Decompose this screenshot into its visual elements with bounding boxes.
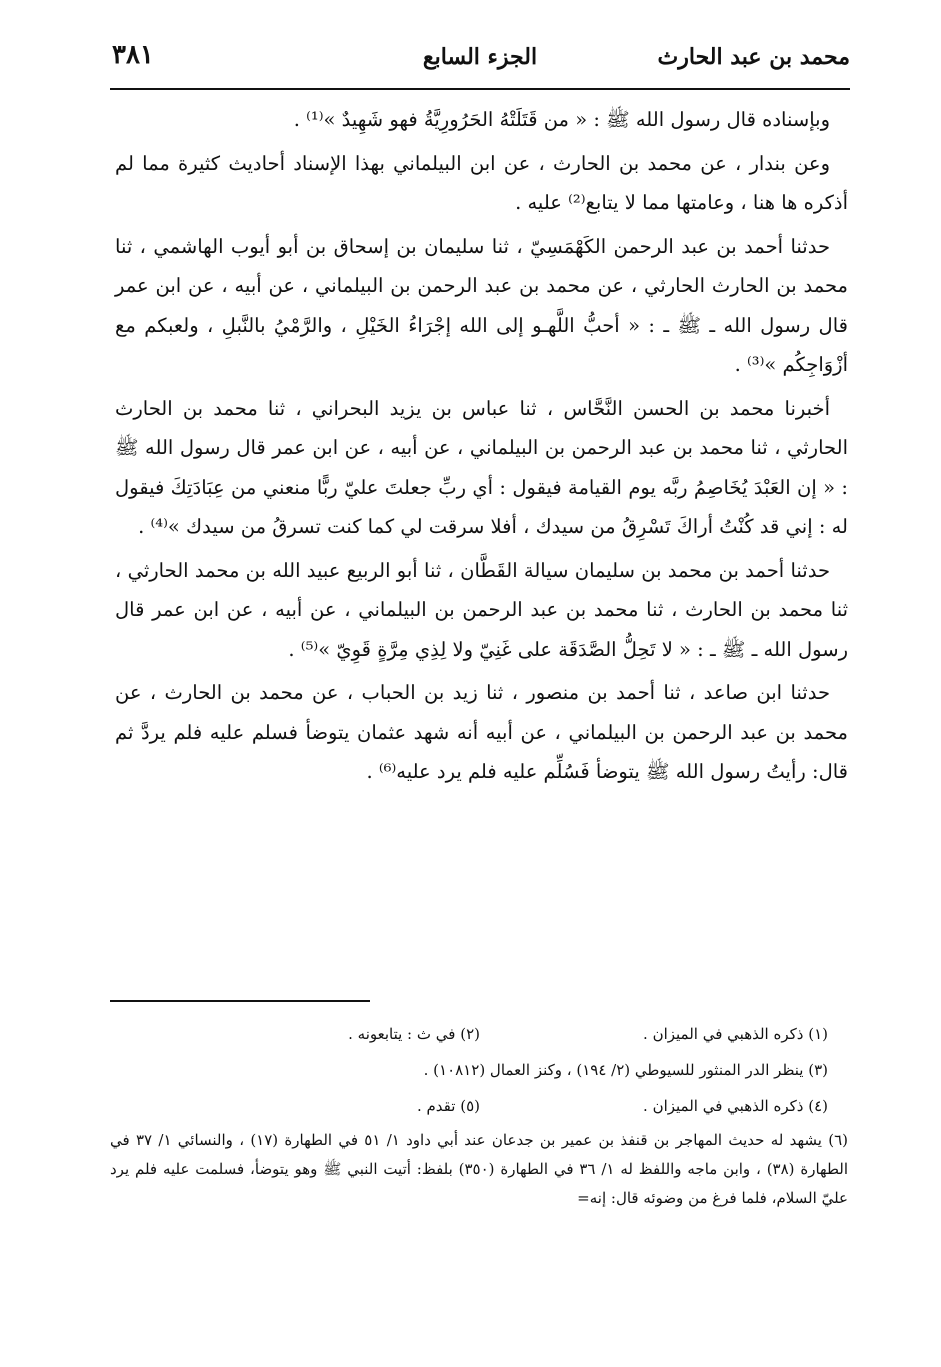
- footnote-row: [110, 1088, 848, 1124]
- footnote-3: (٣) ينظر الدر المنثور للسيوطي (٢/ ١٩٤) ، وكنز العمال (١٠٨١٢) .: [423, 1061, 828, 1079]
- footnote-6: (٦) يشهد له حديث المهاجر بن قنفذ بن عمير بن جدعان عند أبي داود ١/ ٥١ في الطهارة (١٧) ، والنسائي ١/ ٣٧ في الطهارة (٣٨) ، وابن ماجه واللفظ له ١/ ٣٦ في الطهارة (٣٥٠) بلفظ: أتيت النبي ﷺ وهو يتوضأ، فسلمت عليه فلم يرد عليّ السلام، فلما فرغ من وضوئه قال: إنه=: [110, 1131, 848, 1207]
- header-chapter-title: محمد بن عبد الحارث: [657, 44, 850, 70]
- main-text: [115, 100, 848, 792]
- footnote-row: [110, 1016, 848, 1052]
- footnote-1: (١) ذكره الذهبي في الميزان .: [643, 1025, 828, 1043]
- footnote-5: (٥) تقدم .: [416, 1097, 480, 1115]
- paragraph-6: حدثنا ابن صاعد ، ثنا أحمد بن منصور ، ثنا زيد بن الحباب ، عن محمد بن الحارث ، عن محمد بن عبد الرحمن بن البيلماني ، عن أبيه أنه شهد عثمان يتوضأ فسلم عليه فلم يردَّ ثم قال: رأيتُ رسول الله ﷺ يتوضأ فَسُلِّم عليه فلم يرد عليه⁽⁶⁾ .: [115, 681, 848, 783]
- footnote-4: (٤) ذكره الذهبي في الميزان .: [643, 1097, 828, 1115]
- paragraph-2: وعن بندار ، عن محمد بن الحارث ، عن ابن البيلماني بهذا الإسناد أحاديث كثيرة مما لم أذكره ها هنا ، وعامتها مما لا يتابع⁽²⁾ عليه .: [115, 151, 848, 214]
- footnote-2: (٢) في ث : يتابعونه .: [348, 1025, 480, 1043]
- paragraph-3: حدثنا أحمد بن عبد الرحمن الكَهْمَسِيّ ، ثنا سليمان بن إسحاق بن أبو أيوب الهاشمي ، ثنا محمد بن الحارث الحارثي ، عن محمد بن عبد الرحمن بن البيلماني ، عن أبيه ، عن ابن عمر قال رسول الله ـ ﷺ ـ : « أحبُّ اللَّهـو إلى الله إجْرَاءُ الخَيْلِ ، والرَّمْيُ بالنَّبلِ ، ولعبكم مع أزْوَاجِكُم »⁽³⁾ .: [115, 234, 848, 376]
- footnote-list: [110, 1016, 848, 1213]
- page-header: [110, 40, 850, 90]
- paragraph-1: وبإسناده قال رسول الله ﷺ : « من قَتَلَتْهُ الحَرُورِيَّةُ فهو شَهِيدٌ »⁽¹⁾ .: [293, 108, 830, 131]
- header-volume-title: الجزء السابع: [422, 44, 538, 70]
- paragraph-4: أخبرنا محمد بن الحسن النَّحَّاس ، ثنا عباس بن يزيد البحراني ، ثنا محمد بن الحارث الحارثي ، ثنا محمد بن عبد الرحمن بن البيلماني ، عن أبيه ، عن ابن عمر قال رسول الله ﷺ : « إن العَبْدَ يُخَاصِمُ ربَّه يوم القيامة فيقول : أي ربِّ جعلتَ عليّ ربًّا منعني من عِبَادَتِكَ فيقول له : إني قد كُنْتُ أراكَ تَسْرِقُ من سيدك ، أفلا سرقت لي كما كنت تسرقُ من سيدك »⁽⁴⁾ .: [115, 396, 848, 538]
- paragraph-5: حدثنا أحمد بن محمد بن سليمان سيالة القَطَّان ، ثنا أبو الربيع عبيد الله بن محمد الحارثي ، ثنا محمد بن الحارث ، ثنا محمد بن عبد الرحمن بن البيلماني ، عن أبيه ، عن ابن عمر قال رسول الله ـ ﷺ ـ : « لا تَحِلُّ الصَّدَقَة على غَنِيّ ولا لِذِي مِرَّةٍ قَوِيّ »⁽⁵⁾ .: [115, 558, 848, 661]
- page-number: ٣٨١: [112, 40, 154, 70]
- footnote-divider: [110, 1000, 370, 1002]
